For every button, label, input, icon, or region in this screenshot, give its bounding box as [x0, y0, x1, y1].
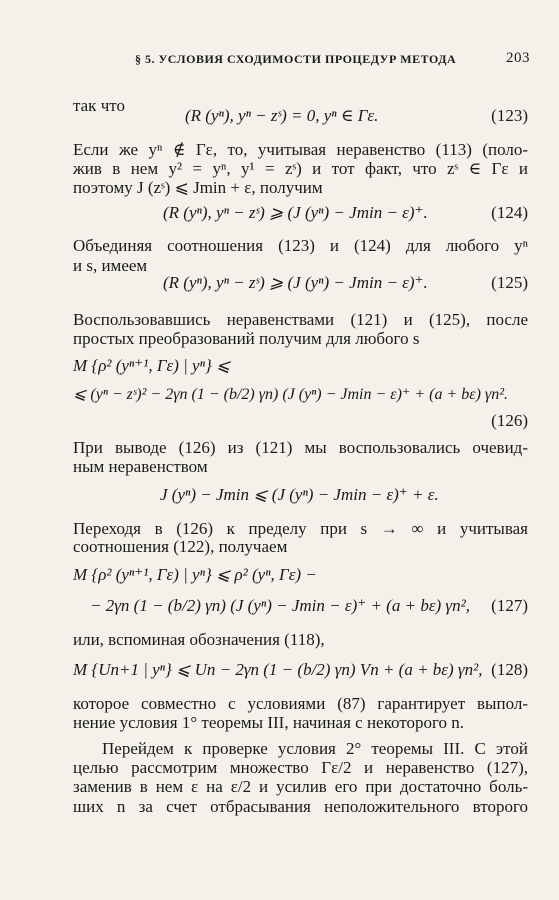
equation: M {ρ² (yⁿ⁺¹, Γε) | yⁿ} ⩽ ρ² (yⁿ, Γε) −	[73, 565, 317, 584]
equation-number: (127)	[491, 596, 528, 615]
text-line: ших n за счет отбрасывания неположительного второго	[73, 797, 528, 816]
equation: (R (yⁿ), yⁿ − zˢ) ⩾ (J (yⁿ) − Jmin − ε)⁺.	[163, 203, 428, 222]
text-line: которое совместно с условиями (87) гарантирует выпол-	[73, 694, 528, 713]
equation: J (yⁿ) − Jmin ⩽ (J (yⁿ) − Jmin − ε)⁺ + ε.	[160, 485, 439, 504]
text-line: и s, имеем	[73, 256, 148, 275]
equation: − 2γn (1 − (b/2) γn) (J (yⁿ) − Jmin − ε)⁺ + (a + bε) γn²,	[90, 596, 470, 615]
equation-number: (128)	[491, 660, 528, 679]
text-line: Переходя в (126) к пределу при s → ∞ и учитывая	[73, 519, 528, 538]
equation-number: (124)	[491, 203, 528, 222]
equation: M {ρ² (yⁿ⁺¹, Γε) | yⁿ} ⩽	[73, 356, 231, 375]
text-line: Если же yⁿ ∉ Γε, то, учитывая неравенство (113) (поло-	[73, 140, 528, 159]
text-line: нение условия 1° теоремы III, начиная с некоторого n.	[73, 713, 465, 732]
text-line: или, вспоминая обозначения (118),	[73, 630, 325, 649]
text-line: При выводе (126) из (121) мы воспользовались очевид-	[73, 438, 528, 457]
text-line: Объединяя соотношения (123) и (124) для любого yⁿ	[73, 236, 528, 255]
text-line: так что	[73, 96, 125, 115]
text-line: соотношения (122), получаем	[73, 537, 288, 556]
text-line: Воспользовавшись неравенствами (121) и (125), после	[73, 310, 528, 329]
equation: (R (yⁿ), yⁿ − zˢ) ⩾ (J (yⁿ) − Jmin − ε)⁺.	[163, 273, 428, 292]
text-line: заменив в нем ε на ε/2 и усилив его при достаточно боль-	[73, 777, 528, 796]
equation: M {Un+1 | yⁿ} ⩽ Un − 2γn (1 − (b/2) γn) Vn + (a + bε) γn²,	[73, 660, 483, 679]
text-line: простых преобразований получим для любого s	[73, 329, 420, 348]
text-line: целью рассмотрим множество Γε/2 и неравенство (127),	[73, 758, 528, 777]
equation-number: (126)	[491, 411, 528, 430]
equation: ⩽ (yⁿ − zˢ)² − 2γn (1 − (b/2) γn) (J (yⁿ) − Jmin − ε)⁺ + (a + bε) γn².	[73, 386, 509, 403]
text-line: ным неравенством	[73, 457, 208, 476]
page-number: 203	[506, 50, 530, 66]
text-line: поэтому J (zˢ) ⩽ Jmin + ε, получим	[73, 178, 323, 197]
equation-number: (125)	[491, 273, 528, 292]
running-head: § 5. УСЛОВИЯ СХОДИМОСТИ ПРОЦЕДУР МЕТОДА	[135, 52, 457, 66]
page-header	[135, 50, 530, 70]
equation: (R (yⁿ), yⁿ − zˢ) = 0, yⁿ ∈ Γε.	[185, 106, 379, 125]
equation-number: (123)	[491, 106, 528, 125]
text-line: Перейдем к проверке условия 2° теоремы III. С этой	[102, 739, 528, 758]
text-line: жив в нем y² = yⁿ, y¹ = zˢ) и тот факт, что zˢ ∈ Γε и	[73, 159, 528, 178]
